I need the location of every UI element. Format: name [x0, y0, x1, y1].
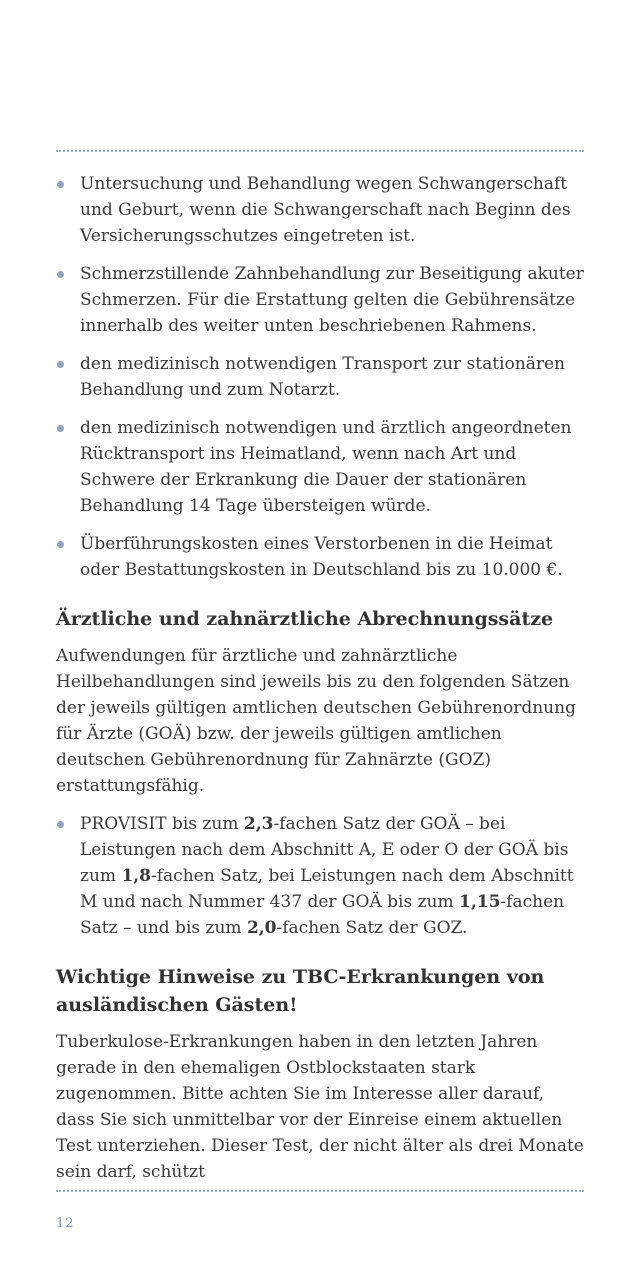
- page-content: [56, 171, 584, 1197]
- bottom-dotted-divider: [56, 1190, 584, 1192]
- text-run: -fachen Satz, bei Leistungen nach dem Abschnitt M und nach Nummer 437 der GOÄ bis zum: [80, 866, 574, 912]
- document-page: [56, 0, 584, 1277]
- rate-value: 1,15: [459, 892, 501, 912]
- text-run: -fachen Satz der GOÄ – bei Leistungen nach dem Abschnitt A, E oder O der GOÄ bis zum: [80, 814, 569, 886]
- section-paragraph-billing-rates: Aufwendungen für ärztliche und zahnärztliche Heilbehandlungen sind jeweils bis zu den folgenden Sätzen der jeweils gültigen amtlichen deutschen Gebührenordnung für Ärzte (GOÄ) bzw. der jeweils gültigen amtlichen deutschen Gebührenordnung für Zahnärzte (GOZ) erstattungsfähig.: [56, 646, 576, 796]
- list-item: Untersuchung und Behandlung wegen Schwangerschaft und Geburt, wenn die Schwangerschaft nach Beginn des Versicherungsschutzes eingetreten ist.: [56, 171, 584, 249]
- rate-value: 2,0: [246, 918, 277, 938]
- section-heading-tbc: Wichtige Hinweise zu TBC-Erkrankungen von ausländischen Gästen!: [56, 966, 545, 1016]
- rate-value: 2,3: [243, 814, 274, 834]
- coverage-list: [56, 171, 584, 583]
- billing-list: [56, 811, 584, 941]
- list-item: den medizinisch notwendigen Transport zur stationären Behandlung und zum Notarzt.: [56, 351, 584, 403]
- list-item: Überführungskosten eines Verstorbenen in die Heimat oder Bestattungskosten in Deutschland bis zu 10.000 €.: [56, 531, 584, 583]
- section-paragraph-tbc: Tuberkulose-Erkrankungen haben in den letzten Jahren gerade in den ehemaligen Ostblockstaaten stark zugenommen. Bitte achten Sie im Interesse aller darauf, dass Sie sich unmittelbar vor der Einreise einem aktuellen Test unterziehen. Dieser Test, der nicht älter als drei Monate sein darf, schützt: [56, 1032, 584, 1182]
- list-item-provisit: [56, 811, 584, 941]
- rate-value: 1,8: [121, 866, 152, 886]
- page-number: 12: [56, 1216, 75, 1231]
- list-item: Schmerzstillende Zahnbehandlung zur Beseitigung akuter Schmerzen. Für die Erstattung gelten die Gebührensätze innerhalb des weiter unten beschriebenen Rahmens.: [56, 261, 584, 339]
- top-dotted-divider: [56, 150, 584, 152]
- list-item: den medizinisch notwendigen und ärztlich angeordneten Rücktransport ins Heimatland, wenn nach Art und Schwere der Erkrankung die Dauer der stationären Behandlung 14 Tage übersteigen würde.: [56, 415, 584, 519]
- text-run: PROVISIT bis zum: [80, 814, 244, 834]
- section-heading-billing-rates: Ärztliche und zahnärztliche Abrechnungssätze: [56, 608, 554, 630]
- text-run: -fachen Satz – und bis zum: [80, 892, 565, 938]
- text-run: -fachen Satz der GOZ.: [276, 918, 468, 938]
